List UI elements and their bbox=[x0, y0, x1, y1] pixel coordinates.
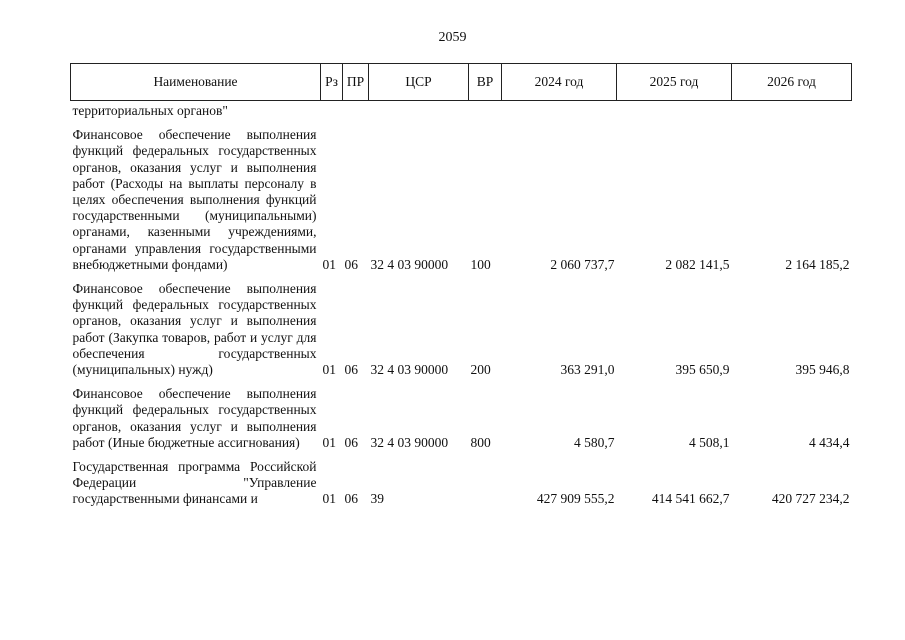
row-2026: 395 946,8 bbox=[795, 362, 850, 378]
table-row bbox=[71, 386, 852, 451]
table-row bbox=[71, 101, 852, 120]
row-2024: 363 291,0 bbox=[560, 362, 615, 378]
header-vr: ВР bbox=[469, 64, 502, 101]
row-2025 bbox=[617, 101, 732, 120]
row-2025: 414 541 662,7 bbox=[651, 491, 730, 507]
row-name: Финансовое обеспечение выполнения функций федеральных государственных органов, оказания услуг и выполнения работ (Иные бюджетные ассигнования) bbox=[72, 386, 317, 450]
row-pr: 06 bbox=[344, 362, 358, 378]
row-csr: 32 4 03 90000 bbox=[370, 362, 449, 378]
row-name: Финансовое обеспечение выполнения функций федеральных государственных органов, оказания услуг и выполнения работ (Закупка товаров, работ и услуг для обеспечения государственных (муниципальных) нужд) bbox=[72, 281, 317, 378]
row-2024: 427 909 555,2 bbox=[536, 491, 615, 507]
header-pr: ПР bbox=[343, 64, 369, 101]
row-vr: 200 bbox=[470, 362, 491, 378]
row-csr bbox=[369, 101, 469, 120]
header-2025: 2025 год bbox=[617, 64, 732, 101]
row-spacer bbox=[71, 273, 852, 281]
row-pr bbox=[343, 101, 369, 120]
table-header bbox=[71, 64, 852, 101]
table-row bbox=[71, 459, 852, 508]
row-rz: 01 bbox=[322, 491, 336, 507]
row-2026: 4 434,4 bbox=[809, 434, 850, 450]
header-row bbox=[71, 64, 852, 101]
table-row bbox=[71, 127, 852, 273]
table-row bbox=[71, 281, 852, 378]
row-csr: 32 4 03 90000 bbox=[370, 256, 449, 272]
table-body bbox=[71, 101, 852, 508]
row-2024 bbox=[502, 101, 617, 120]
row-rz bbox=[321, 101, 343, 120]
row-name: Государственная программа Российской Федерации "Управление государственными финансами и bbox=[72, 459, 317, 507]
row-2025: 2 082 141,5 bbox=[665, 256, 730, 272]
row-pr: 06 bbox=[344, 256, 358, 272]
header-2024: 2024 год bbox=[502, 64, 617, 101]
row-2026: 2 164 185,2 bbox=[785, 256, 850, 272]
row-spacer bbox=[71, 378, 852, 386]
header-csr: ЦСР bbox=[369, 64, 469, 101]
page-number: 2059 bbox=[438, 30, 467, 45]
row-csr: 32 4 03 90000 bbox=[370, 434, 449, 450]
row-spacer bbox=[71, 119, 852, 127]
row-2025: 4 508,1 bbox=[689, 434, 730, 450]
row-name: территориальных органов" bbox=[72, 103, 228, 118]
row-rz: 01 bbox=[322, 434, 336, 450]
row-rz: 01 bbox=[322, 362, 336, 378]
header-rz: Рз bbox=[321, 64, 343, 101]
row-csr: 39 bbox=[370, 491, 384, 507]
row-pr: 06 bbox=[344, 491, 358, 507]
budget-table bbox=[70, 63, 852, 508]
row-name: Финансовое обеспечение выполнения функций федеральных государственных органов, оказания услуг и выполнения работ (Расходы на выплаты персоналу в целях обеспечения выполнения функций государственными (муниципальными) органами, казенными учреждениями, органами управления государственными внебюджетными фондами) bbox=[72, 127, 317, 272]
header-name: Наименование bbox=[71, 64, 321, 101]
row-vr: 100 bbox=[470, 256, 491, 272]
row-2024: 4 580,7 bbox=[574, 434, 615, 450]
row-vr bbox=[469, 459, 502, 508]
header-2026: 2026 год bbox=[732, 64, 852, 101]
row-pr: 06 bbox=[344, 434, 358, 450]
row-2026 bbox=[732, 101, 852, 120]
row-2024: 2 060 737,7 bbox=[550, 256, 615, 272]
row-2025: 395 650,9 bbox=[675, 362, 730, 378]
row-2026: 420 727 234,2 bbox=[771, 491, 850, 507]
row-vr: 800 bbox=[470, 434, 491, 450]
row-spacer bbox=[71, 451, 852, 459]
row-rz: 01 bbox=[322, 256, 336, 272]
row-vr bbox=[469, 101, 502, 120]
